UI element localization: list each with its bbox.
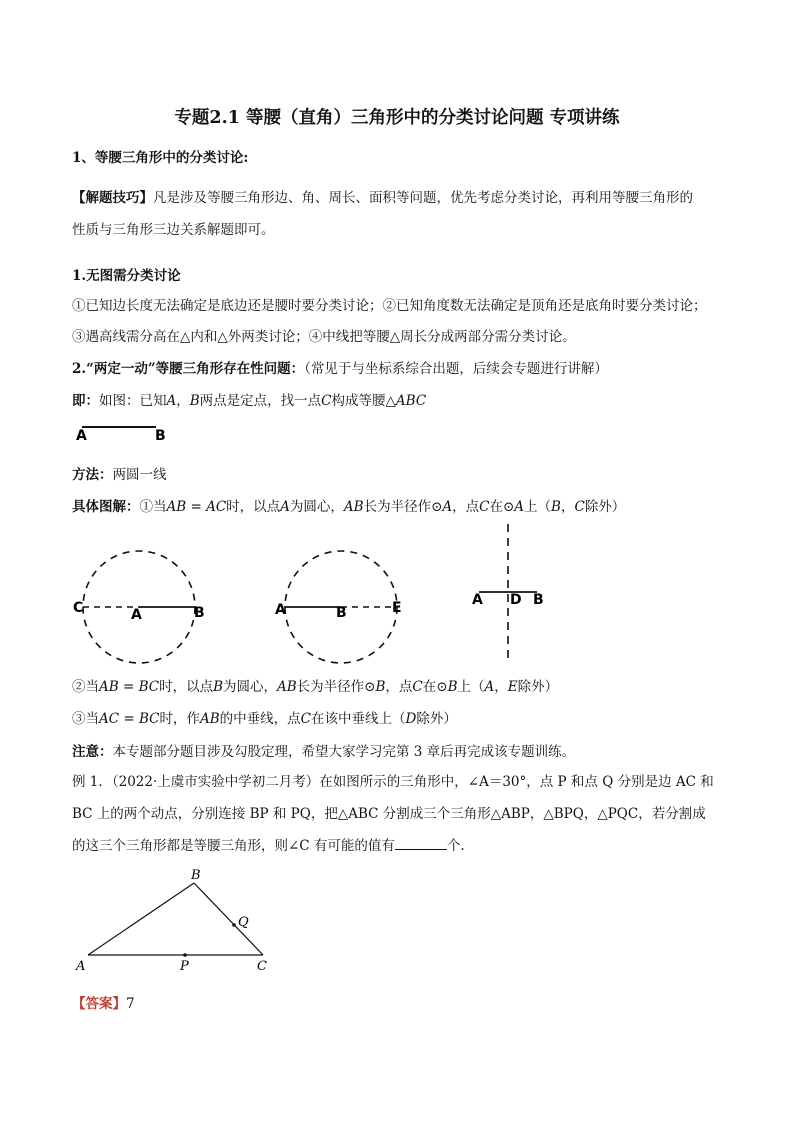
tip-line-2: 性质与三角形三边关系解题即可。 [72,222,275,238]
segment-ab-figure [70,418,180,448]
example1-line-1: 例 1．（2022·上虞市实验中学初二月考）在如图所示的三角形中，∠A＝30°，点 P 和点 Q 分别是边 AC 和 [72,774,714,790]
case2-line [72,675,558,695]
notice-line [72,740,575,760]
case3-point: C [300,711,311,727]
tri-label-p: P [180,959,189,974]
method-line [72,463,167,483]
sub2-line [72,357,608,377]
point-p [183,953,187,957]
triangle-figure [70,866,280,976]
case3-text: 的中垂线，点 [219,711,301,727]
detail-point: A [442,499,453,515]
fig3-label-a: A [472,592,483,608]
section-heading: 1、等腰三角形中的分类讨论: [72,150,249,166]
case2-text: 除外） [517,679,559,695]
intro-label: 即： [72,393,99,409]
case2-text: ， [494,679,508,695]
tip-text-1: 凡是涉及等腰三角形边、角、周长、面积等问题，优先考虑分类讨论，再利用等腰三角形的 [153,190,693,206]
sub1-line-2: ③遇高线需分高在△内和△外两类讨论；④中线把等腰△周长分成两部分需分类讨论。 [72,329,576,345]
case2-text: 长为半径作⊙ [296,679,376,695]
case2-point: A [484,679,495,695]
figure-bisector [465,522,560,667]
intro-comma: ， [176,393,190,409]
notice-text: 本专题部分题目涉及勾股定理，希望大家学习完第 3 章后再完成该专题训练。 [112,744,576,760]
side-bc [194,883,263,955]
case2-point: B [375,679,386,695]
detail-text: 长为半径作⊙ [363,499,443,515]
case2-text: ，点 [385,679,413,695]
answer-blank [395,837,447,850]
sub2-note: （常见于与坐标系综合出题，后续会专题进行讲解） [304,361,608,377]
intro-point-a: A [166,393,177,409]
case3-line [72,707,457,727]
detail-segment: AB [343,499,364,515]
fig2-label-a: A [275,602,286,618]
detail-label: 具体图解： [72,499,140,515]
fig2-label-b: B [336,605,347,621]
example1-text: 的这三个三角形都是等腰三角形，则∠C 有可能的值有 [72,838,395,854]
detail-point: A [514,499,525,515]
point-q [232,923,236,927]
tip-line-1 [72,186,693,206]
intro-text-b: 两点是定点，找一点 [199,393,322,409]
fig1-label-a: A [131,607,142,623]
detail-point: B [551,499,561,515]
fig3-label-b: B [533,592,544,608]
fig1-label-c: C [73,600,84,616]
sub1-heading: 1.无图需分类讨论 [72,268,181,284]
method-label: 方法： [72,467,113,483]
case2-text: 上（ [457,679,485,695]
tip-label: 【解题技巧】 [72,190,153,206]
fig2-label-e: E [392,600,402,616]
side-ab [88,883,194,955]
detail-text: 时，以点 [226,499,281,515]
detail-text: ，点 [452,499,480,515]
detail-point: A [280,499,290,515]
case3-segment: AB [199,711,220,727]
detail-text: 上（ [524,499,552,515]
example1-line-3 [72,834,465,854]
example1-text-end: 个. [446,838,465,854]
segment-label-b: B [155,428,166,444]
intro-point-b: B [189,393,200,409]
detail-equation: AB = AC [166,499,227,515]
detail-point: C [479,499,490,515]
case2-text: 时，以点 [159,679,214,695]
case2-text: 在⊙ [422,679,448,695]
intro-text-c: 构成等腰△ [331,393,396,409]
answer-value: 7 [126,996,135,1012]
figure-circle-a [70,540,220,680]
tri-label-b: B [191,868,201,883]
segment-label-a: A [76,428,87,444]
case3-text: 除外） [416,711,457,727]
case2-point: E [507,679,518,695]
case2-point: B [213,679,223,695]
method-text: 两圆一线 [112,467,167,483]
detail-text: 为圆心， [289,499,344,515]
case3-text: ③当 [72,711,99,727]
answer-label: 【答案】 [72,996,126,1012]
case3-point: D [405,711,417,727]
sub2-heading: 2.“两定一动”等腰三角形存在性问题： [72,361,305,377]
notice-label: 注意： [72,744,113,760]
example1-line-2: BC 上的两个动点，分别连接 BP 和 PQ，把△ABC 分割成三个三角形△ABP，△BPQ，△PQC，若分割成 [72,806,706,822]
detail-point: C [574,499,585,515]
tri-label-c: C [257,959,267,974]
case3-equation: AC = BC [99,711,160,727]
fig1-label-b: B [194,605,205,621]
sub1-line-1: ①已知边长度无法确定是底边还是腰时要分类讨论；②已知角度数无法确定是顶角还是底角时要分类讨论； [72,298,707,314]
intro-triangle-abc: ABC [395,393,427,409]
intro-text-a: 如图：已知 [99,393,167,409]
tri-label-a: A [76,959,86,974]
intro-point-c: C [321,393,332,409]
fig3-label-d: D [510,592,522,608]
case2-point: C [412,679,423,695]
detail-text: ， [560,499,575,515]
case2-text: ②当 [72,679,99,695]
answer-line [72,992,135,1012]
case3-text: 在该中垂线上（ [311,711,406,727]
detail-text: 除外） [584,499,626,515]
figure-circle-b [270,540,420,680]
case2-equation: AB = BC [99,679,160,695]
page-title: 专题2.1 等腰（直角）三角形中的分类讨论问题 专项讲练 [174,108,620,128]
case3-text: 时，作 [159,711,200,727]
detail-line [72,495,625,515]
case2-point: B [447,679,458,695]
case2-text: 为圆心， [223,679,277,695]
detail-text: 在⊙ [489,499,515,515]
case2-segment: AB [277,679,297,695]
tri-label-q: Q [238,915,249,930]
detail-text: ①当 [139,499,167,515]
example-intro [72,389,426,409]
